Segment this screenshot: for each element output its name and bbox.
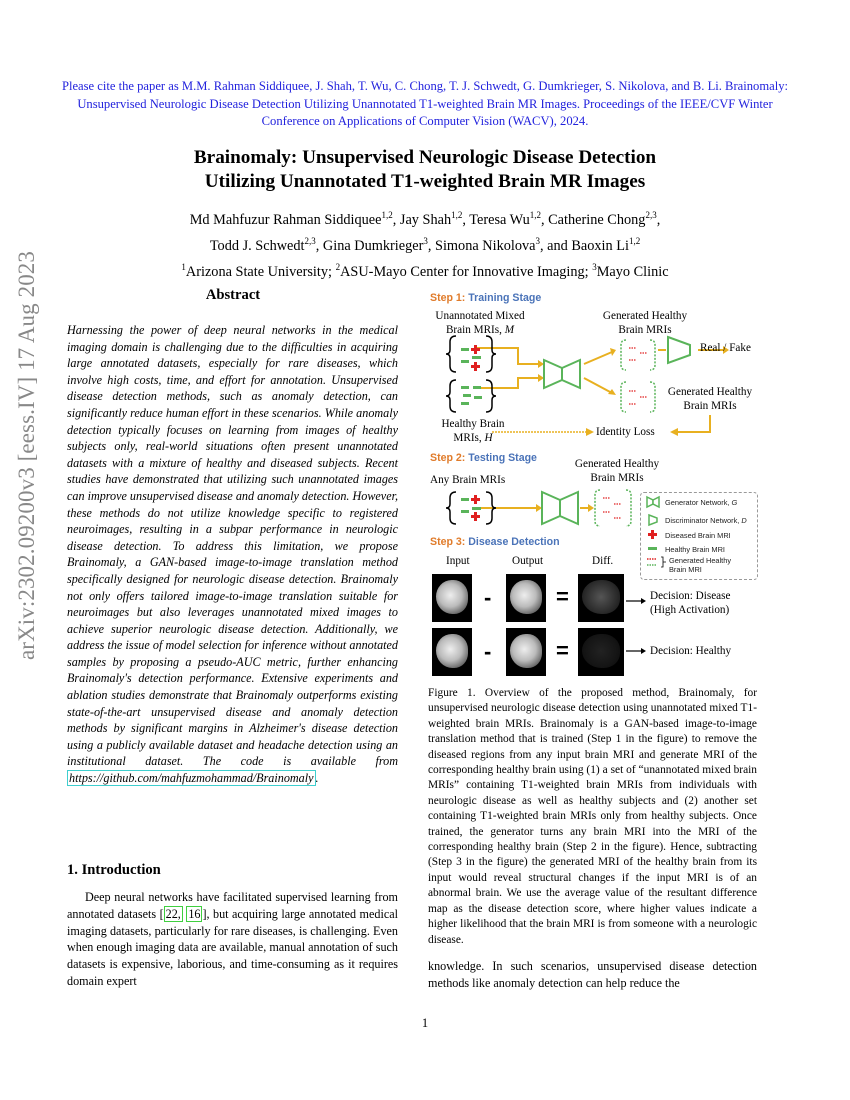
arxiv-identifier: arXiv:2302.09200v3 [eess.IV] 17 Aug 2023 [14, 250, 39, 660]
step2-title [430, 452, 537, 464]
label-var: H [484, 431, 493, 444]
label-line: Brain MRIs [590, 471, 644, 484]
step-name: Testing Stage [468, 452, 537, 464]
introduction-paragraph: Deep neural networks have facilitated supervised learning from annotated datasets [ 22, 16 ], but acquiring large annotated medical imaging datasets, particularly for rare diseases, is challenging. Even when enough imaging data are available, manual annotation of such datasets is expensive, laborious, and time-consuming as it requires domain expert [67, 890, 398, 988]
label-line [430, 432, 516, 446]
abstract-text: Harnessing the power of deep neural networks in the medical imaging domain is challenging due to the difficulties in acquiring large annotated datasets, especially for rare diseases, which involve high costs, time, and effort for annotation. Unsupervised disease detection methods, such as anomaly detection, can significantly reduce human effort in these scenarios. While anomaly detection typically focuses on learning from images of healthy subjects only, real-world situations often present unannotated datasets with a mixture of healthy and diseased subjects. Recent studies have demonstrated that utilizing such unannotated images can improve unsupervised disease and anomaly detection. However, these methods do not utilize knowledge specific to registered neuroimages, resulting in a subpar performance in neurologic disease detection. To address this limitation, we propose Brainomaly, a GAN-based image-to-image translation method specifically designed for neurologic disease detection. Brainomaly not only offers tailored image-to-image translation suitable for neuroimages but also leverages unannotated mixed images to achieve superior neurologic disease detection. Additionally, we address the issue of model selection for inference without annotated samples by proposing a pseudo-AUC metric, further enhancing Brainomaly's detection performance. Extensive experiments and ablation studies demonstrate that Brainomaly outperforms existing state-of-the-art unsupervised disease and anomaly detection methods by significant margins in Alzheimer's disease detection using a publicly available dataset and headache detection using an institutional dataset. The code is available from [67, 323, 398, 769]
legend-var: D [741, 516, 747, 525]
generated-healthy-label [590, 310, 700, 337]
step1-title [430, 292, 541, 304]
label-line [430, 324, 530, 338]
legend-healthy: Healthy Brain MRI [665, 545, 725, 554]
author: , Jay Shah [392, 211, 452, 228]
label-line: Generated Healthy [574, 458, 660, 470]
legend-discriminator [665, 516, 747, 525]
column-output-label: Output [512, 555, 544, 567]
author: Md Mahfuzur Rahman Siddiquee [189, 211, 382, 228]
aff-sup: 3 [592, 261, 597, 272]
abstract-end: . [315, 771, 319, 786]
legend-generator [665, 498, 737, 507]
label-line: Brain MRIs [683, 399, 737, 412]
legend-generated [669, 556, 731, 574]
label-line: Generated Healthy [602, 310, 688, 322]
aff-sup: 2 [335, 261, 341, 272]
decision-healthy: Decision: Healthy [650, 645, 732, 657]
input-brain-mri-1 [432, 574, 472, 622]
figure-caption: Figure 1. Overview of the proposed method, Brainomaly, for unsupervised neurologic disease detection using unannotated mixed T1-weighted brain MRIs. Brainomaly is a GAN-based image-to-image translation method that is trained (Step 1 in the figure) to remove the diseased regions from any input brain MRI and generate MRI of the corresponding healthy brain using (1) a set of “unannotated mixed brain MRIs” containing T1-weighted brain MRIs from individuals with neurologic disease as well as healthy subjects and (2) another set containing T1-weighted brain MRIs only from healthy subjects. Once trained, the generator turns any brain MRI into the MRI of the corresponding healthy brain (Step 2 in the figure). Hence, subtracting (Step 3 in the figure) the generated MRI of the healthy brain from its input would reveal structural changes if the input MRI is of an abnormal brain. We use the average value of the resultant difference map as the disease detection score, where higher values indicate a higher likelihood that the brain MRI is from someone with a neurologic disease. [428, 687, 757, 946]
label-line: Unannotated Mixed [435, 310, 525, 322]
author: Todd J. Schwedt [209, 237, 305, 254]
author-line-1: Md Mahfuzur Rahman Siddiquee$^{1,2}$, Jay Shah$^{1,2}$, Teresa Wu$^{1,2}$, Catherine Chong$^{2,3}$, [189, 210, 661, 228]
step3-title [430, 536, 560, 548]
intro-text-part: , but acquiring large annotated medical imaging datasets, particularly for rare diseases, is challenging. Even when enough imaging data are available, manual annotation of such datasets is expensive, laborious, and time-consuming as it requires domain expert [67, 906, 398, 988]
generated-healthy-label-3 [562, 458, 672, 485]
decision-disease [650, 590, 730, 617]
real-fake-label: Real / Fake [700, 342, 751, 354]
legend-line: Brain MRI [669, 565, 702, 574]
label-line: Brain MRIs [618, 323, 672, 336]
step-number: Step 2: [430, 452, 466, 464]
citation-link[interactable]: 22, [165, 906, 181, 921]
affiliation: ASU-Mayo Center for Innovative Imaging; [340, 263, 593, 280]
legend-text: Generator Network, [665, 498, 732, 507]
legend-line: Generated Healthy [669, 556, 732, 565]
step-name: Training Stage [468, 292, 542, 304]
citation-link[interactable]: 16 [188, 906, 201, 921]
output-brain-mri-2 [506, 628, 546, 676]
paper-title [100, 146, 750, 194]
equals-symbol: = [556, 638, 569, 663]
step-number: Step 3: [430, 536, 466, 548]
minus-symbol: - [484, 585, 492, 610]
author: , and Baoxin Li [539, 237, 629, 254]
abstract-heading: Abstract [205, 287, 261, 303]
column2-paragraph: knowledge. In such scenarios, unsupervised disease detection methods like anomaly detection can help reduce the [428, 959, 757, 990]
author-sup: 1,2 [529, 210, 541, 220]
affiliations [90, 257, 760, 283]
any-brain-label: Any Brain MRIs [430, 474, 506, 486]
author-sup: 3 [535, 235, 540, 246]
column-input-label: Input [446, 555, 470, 567]
legend-diseased: Diseased Brain MRI [665, 531, 731, 540]
label-line: Healthy Brain [441, 418, 505, 430]
affiliation: Arizona State University; [185, 263, 336, 280]
step-number: Step 1: [430, 292, 466, 304]
legend [640, 492, 758, 580]
abstract-body [67, 322, 398, 787]
label-text: Brain MRIs, [445, 323, 505, 336]
author-sup: 2,3 [645, 210, 657, 220]
author-line-2 [90, 231, 760, 257]
identity-loss-label: Identity Loss [596, 426, 655, 438]
intro-text-part: Deep neural networks have facilitated supervised learning from annotated datasets [67, 890, 398, 921]
author-sup: 1,2 [451, 210, 463, 220]
author: , Simona Nikolova [427, 237, 536, 254]
author: , Gina Dumkrieger [315, 237, 424, 254]
legend-var: G [731, 498, 738, 507]
aff-sup: 1 [181, 261, 186, 272]
author-block [90, 205, 760, 282]
citation-note: Please cite the paper as M.M. Rahman Siddiquee, J. Shah, T. Wu, C. Chong, T. J. Schwedt, G. Dumkrieger, S. Nikolova, and B. Li. Brainomaly: Unsupervised Neurologic Disease Detection Utilizing Unannotated T1-weighted Brain MR Images. Proceedings of the IEEE/CVF Winter Conference on Applications of Computer Vision (WACV), 2024. [61, 79, 789, 128]
affiliation: Mayo Clinic [596, 263, 669, 280]
equals-symbol: = [556, 584, 569, 609]
title-line-1: Brainomaly: Unsupervised Neurologic Disease Detection [193, 147, 657, 168]
generated-healthy-label-2 [658, 386, 762, 413]
column-diff-label: Diff. [592, 555, 614, 567]
section-heading-introduction: 1. Introduction [67, 862, 161, 878]
diff-map-2 [578, 628, 624, 676]
label-line: (High Activation) [650, 603, 730, 616]
label-text: MRIs, [453, 431, 485, 444]
author-sup: 1,2 [381, 210, 393, 220]
author: , Teresa Wu [462, 211, 530, 228]
author-sup: 3 [423, 235, 428, 246]
label-line: Decision: Disease [650, 590, 731, 602]
code-link[interactable]: https://github.com/mahfuzmohammad/Brainomaly [69, 771, 314, 786]
step-name: Disease Detection [468, 536, 560, 548]
healthy-mri-label [430, 418, 516, 445]
label-line: Generated Healthy [667, 386, 753, 398]
legend-text: Discriminator Network, [665, 516, 742, 525]
page-number: 1 [421, 1016, 429, 1030]
figure-1 [428, 290, 760, 682]
minus-symbol: - [484, 639, 492, 664]
author: , Catherine Chong [541, 211, 646, 228]
title-line-2: Utilizing Unannotated T1-weighted Brain MR Images [204, 171, 646, 192]
diff-map-1 [578, 574, 624, 622]
label-var: M [504, 323, 515, 336]
input-brain-mri-2 [432, 628, 472, 676]
output-brain-mri-1 [506, 574, 546, 622]
unannotated-label [430, 310, 530, 337]
author-sup: 1,2 [628, 235, 641, 246]
author-sup: 2,3 [304, 235, 316, 246]
